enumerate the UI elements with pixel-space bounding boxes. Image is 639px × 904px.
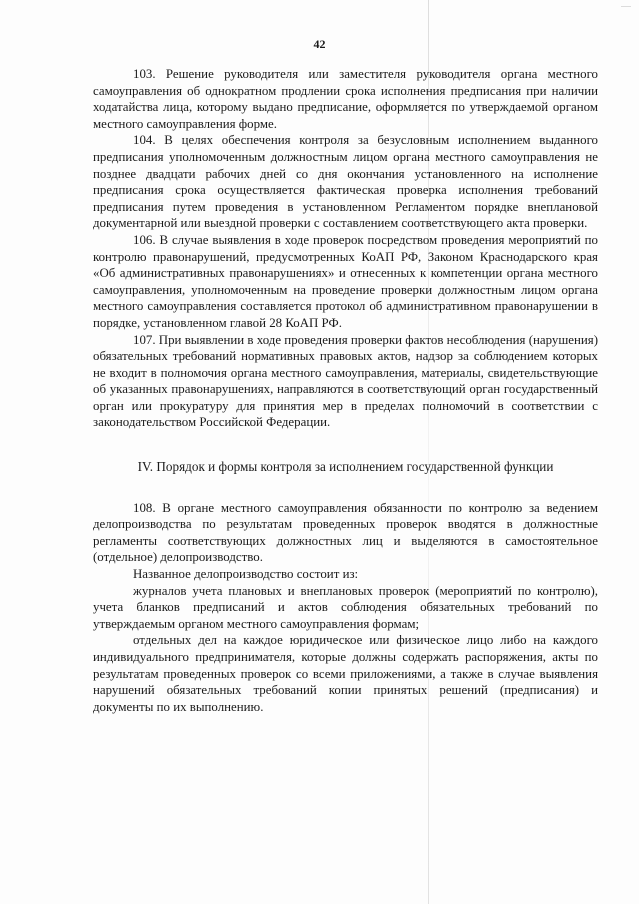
document-body xyxy=(93,66,598,715)
paragraph-journals: журналов учета плановых и внеплановых проверок (мероприятий по контролю), учета бланков предписаний и актов соблюдения обязательных требований по утверждаемым органом местного самоуправления формам; xyxy=(93,583,598,631)
section-heading: IV. Порядок и формы контроля за исполнением государственной функции xyxy=(137,459,554,475)
scan-corner-mark xyxy=(621,0,631,7)
paragraph-separate-files: отдельных дел на каждое юридическое или физическое лицо либо на каждого индивидуального предпринимателя, которые должны содержать распоряжения, акты по результатам проведенных проверок со всеми приложениями, а также в случае выявления нарушений обязательных требований копии принятых решений (предписания) и документы по их выполнению. xyxy=(93,633,598,714)
paragraph-104: 104. В целях обеспечения контроля за безусловным исполнением выданного предписания уполномоченным должностным лицом органа местного самоуправления не позднее двадцати рабочих дней со дня окончания установленного на исполнение предписания срока осуществляется фактическая проверка исполнения требований предписания путем проведения в установленном Регламентом порядке внеплановой документарной или выездной проверки с составлением соответствующего акта проверки. xyxy=(93,133,598,231)
page-number: 42 xyxy=(313,37,326,51)
paragraph-107: 107. При выявлении в ходе проведения проверки фактов несоблюдения (нарушения) обязательных требований нормативных правовых актов, надзор за соблюдением которых не входит в полномочия органа местного самоуправления, материалы, свидетельствующие об указанных правонарушениях, направляются в соответствующий орган государственный орган или прокуратуру для принятия мер в пределах полномочий в соответствии с законодательством Российской Федерации. xyxy=(93,332,598,430)
paragraph-108: 108. В органе местного самоуправления обязанности по контролю за ведением делопроизводства по результатам проведенных проверок вводятся в должностные регламенты соответствующих должностных лиц и выделяются в самостоятельное (отдельное) делопроизводство. xyxy=(93,500,598,565)
paragraph-103: 103. Решение руководителя или заместителя руководителя органа местного самоуправления об однократном продлении срока исполнения предписания при наличии ходатайства лица, которому выдано предписание, оформляется по утверждаемой органом местного самоуправления форме. xyxy=(93,67,598,131)
paragraph-106: 106. В случае выявления в ходе проверок посредством проведения мероприятий по контролю правонарушений, предусмотренных КоАП РФ, Законом Краснодарского края «Об административных правонарушениях» и отнесенных к компетенции органа местного самоуправления, уполномоченным на проведение проверки должностным лицом органа местного самоуправления составляется протокол об административном правонарушении в порядке, установленном главой 28 КоАП РФ. xyxy=(93,232,598,330)
paragraph-records-intro: Названное делопроизводство состоит из: xyxy=(133,567,359,582)
